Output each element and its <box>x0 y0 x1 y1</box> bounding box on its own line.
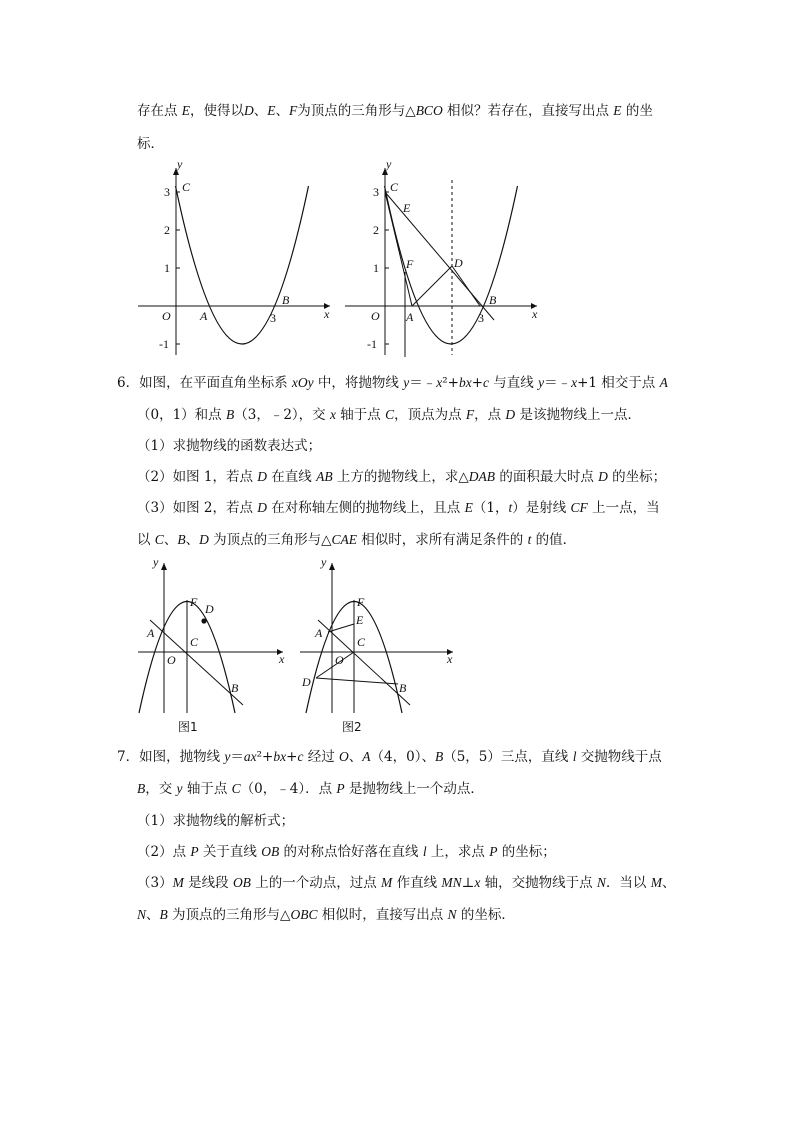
point-f-label: F <box>406 257 414 271</box>
point-c-label: C <box>357 635 366 649</box>
q7-line-1: 7．如图，抛物线 y＝ax²+bx+c 经过 O、A（4，0）、B（5，5）三点，直线 l 交抛物线于点 <box>117 749 662 765</box>
y-label: y <box>321 555 327 569</box>
x-label: x <box>279 652 285 666</box>
origin-label: O <box>371 309 380 323</box>
point-d-label: D <box>205 602 214 616</box>
point-e-label: E <box>356 613 364 627</box>
x-label: x <box>532 307 538 321</box>
q6-line-2: （0，1）和点 B（3，﹣2），交 x 轴于点 C，顶点为点 F，点 D 是该抛物线上一点． <box>137 407 641 423</box>
point-e-label: E <box>403 201 411 215</box>
tick-label-y-neg1: -1 <box>159 337 169 351</box>
q7-sub-2: （2）点 P 关于直线 OB 的对称点恰好落在直线 l 上，求点 P 的坐标； <box>137 844 556 860</box>
tick-label-x-3: 3 <box>270 311 276 325</box>
tick-label-x-3: 3 <box>478 311 484 325</box>
tick-label-y-3: 3 <box>373 185 379 199</box>
tick-label-y-1: 1 <box>164 261 170 275</box>
point-f-label: F <box>190 595 198 609</box>
tick-label-y-1: 1 <box>373 261 379 275</box>
q6-line-1: 6．如图，在平面直角坐标系 xOy 中，将抛物线 y＝﹣x²+bx+c 与直线 y＝﹣x+1 相交于点 A <box>117 375 668 391</box>
point-c-label: C <box>182 180 191 194</box>
y-label: y <box>177 157 183 171</box>
tick-label-y-2: 2 <box>164 223 170 237</box>
tick-label-y-neg1: -1 <box>367 337 377 351</box>
origin-label: O <box>167 653 176 667</box>
point-a-label: A <box>315 626 323 640</box>
point-d-label: D <box>302 675 311 689</box>
point-b-label: B <box>399 681 407 695</box>
x-label: x <box>447 652 453 666</box>
q7-sub-1: （1）求抛物线的解析式； <box>137 813 295 829</box>
tick-label-y-2: 2 <box>373 223 379 237</box>
origin-label: O <box>162 309 171 323</box>
point-d-label: D <box>454 256 463 270</box>
q6-sub-3b: 以 C、B、D 为顶点的三角形与△CAE 相似时，求所有满足条件的 t 的值． <box>137 532 577 548</box>
q7-sub-3b: N、B 为顶点的三角形与△OBC 相似时，直接写出点 N 的坐标． <box>137 907 515 923</box>
y-axis-arrow <box>329 563 335 570</box>
q7-sub-3a: （3）M 是线段 OB 上的一个动点，过点 M 作直线 MN⊥x 轴，交抛物线于点 N．当以 M、 <box>137 875 676 891</box>
origin-label: O <box>335 653 344 667</box>
line-db <box>316 678 398 684</box>
q6-sub-3a: （3）如图 2，若点 D 在对称轴左侧的抛物线上，且点 E（1，t）是射线 CF 上一点，当 <box>137 500 660 516</box>
point-f-label: F <box>357 595 365 609</box>
y-label: y <box>386 157 392 171</box>
figure-caption: 图1 <box>178 720 198 734</box>
point-b-label: B <box>489 293 497 307</box>
point-a-label: A <box>406 310 414 324</box>
point-a-label: A <box>147 626 155 640</box>
q6-sub-2: （2）如图 1，若点 D 在直线 AB 上方的抛物线上，求△DAB 的面积最大时点 D 的坐标； <box>137 469 667 485</box>
intro-line-1: 存在点 E，使得以D、E、F为顶点的三角形与△BCO 相似？若存在，直接写出点 E 的坐 <box>137 103 653 119</box>
y-label: y <box>153 555 159 569</box>
point-a-label: A <box>200 309 208 323</box>
intro-line-2: 标． <box>137 136 164 152</box>
x-label: x <box>324 307 330 321</box>
q7-line-2: B，交 y 轴于点 C（0，﹣4）．点 P 是抛物线上一个动点． <box>137 781 484 797</box>
point-c-label: C <box>190 635 199 649</box>
tick-label-y-3: 3 <box>164 185 170 199</box>
point-c-label: C <box>390 180 399 194</box>
point-b-label: B <box>282 293 290 307</box>
q6-sub-1: （1）求抛物线的函数表达式； <box>137 438 322 454</box>
point-b-label: B <box>231 681 239 695</box>
figure-caption: 图2 <box>342 720 362 734</box>
